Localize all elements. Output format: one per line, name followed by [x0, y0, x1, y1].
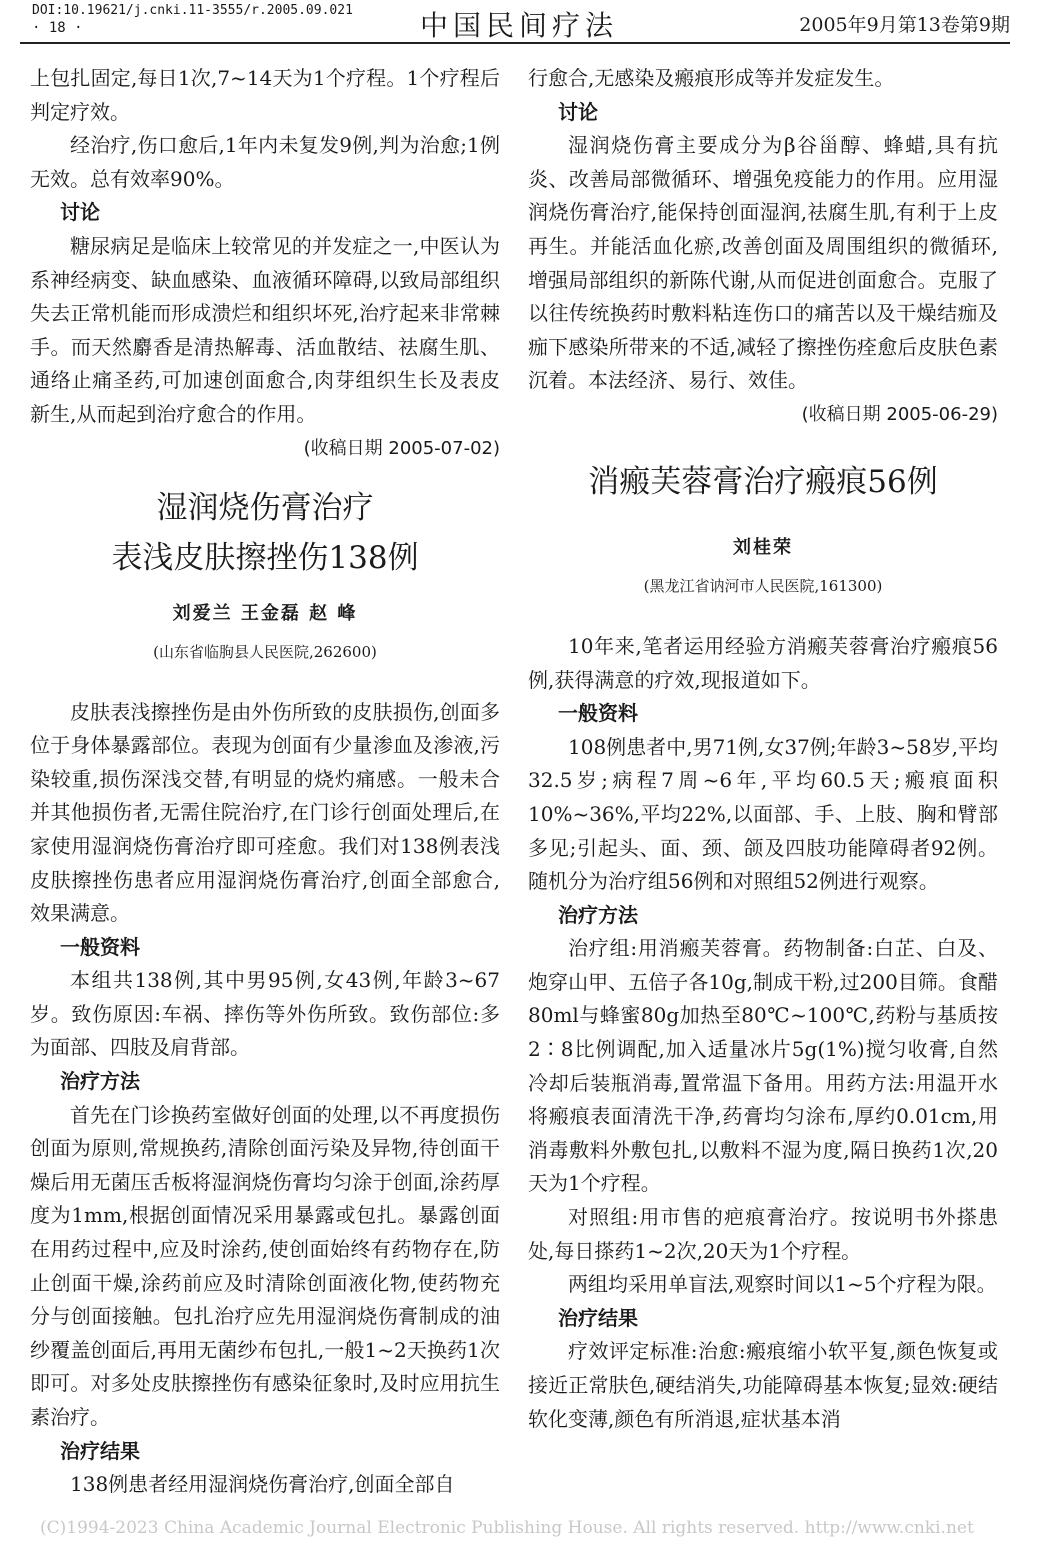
article-title-line-2: 表浅皮肤擦挫伤138例: [111, 539, 419, 576]
blind-method-text: 两组均采用单盲法,观察时间以1~5个疗程为限。: [568, 1272, 997, 1297]
page-header: [20, 0, 1010, 44]
continued-text: 上包扎固定,每日1次,7~14天为1个疗程。1个疗程后判定疗效。: [30, 66, 500, 124]
intro-text: 皮肤表浅擦挫伤是由外伤所致的皮肤损伤,创面多位于身体暴露部位。表现为创面有少量渗血及渗液,污染较重,损伤深浅交替,有明显的烧灼痛感。一般未合并其他损伤者,无需住院治疗,在门诊行创面处理后,在家使用湿润烧伤膏治疗即可痊愈。我们对138例表浅皮肤擦挫伤患者应用湿润烧伤膏治疗,创面全部愈合,效果满意。: [30, 699, 500, 926]
article-title-line-1: 湿润烧伤膏治疗: [156, 489, 374, 526]
article-authors: 刘爱兰 王金磊 赵 峰: [172, 602, 358, 624]
continued-text: 行愈合,无感染及瘢痕形成等并发症发生。: [528, 66, 895, 90]
article-title: [30, 483, 500, 583]
received-date: (收稿日期 2005-07-02): [303, 437, 500, 459]
issue-info: 2005年9月第13卷第9期: [799, 14, 1010, 36]
section-heading-treatment: 治疗方法: [558, 902, 638, 927]
control-group-text: 对照组:用市售的疤痕膏治疗。按说明书外搽患处,每日搽药1~2次,20天为1个疗程。: [528, 1205, 998, 1263]
discussion-text: 糖尿病足是临床上较常见的并发症之一,中医认为系神经病变、缺血感染、血液循环障碍,以致局部组织失去正常机能而形成溃烂和组织坏死,治疗起来非常棘手。而天然麝香是清热解毒、活血散结、祛腐生肌、通络止痛圣药,可加速创面愈合,肉芽组织生长及表皮新生,从而起到治疗愈合的作用。: [30, 233, 500, 426]
section-heading-general: 一般资料: [558, 701, 638, 726]
article-affiliation: (山东省临朐县人民医院,262600): [153, 642, 377, 661]
treatment-text: 治疗组:用消瘢芙蓉膏。药物制备:白芷、白及、炮穿山甲、五倍子各10g,制成干粉,过200目筛。食醋80ml与蜂蜜80g加热至80℃~100℃,药粉与基质按2∶8比例调配,加入适量冰片5g(1%)搅匀收膏,自然冷却后装瓶消毒,置常温下备用。用药方法:用温开水将瘢痕表面清洗干净,药膏均匀涂布,厚约0.01cm,用消毒敷料外敷包扎,以敷料不湿为度,隔日换药1次,20天为1个疗程。: [528, 936, 998, 1196]
article-authors: 刘桂荣: [733, 536, 793, 558]
result-summary: 经治疗,伤口愈后,1年内未复发9例,判为治愈;1例无效。总有效率90%。: [30, 133, 500, 191]
left-column: [30, 62, 500, 1502]
section-heading-results: 治疗结果: [558, 1305, 638, 1330]
received-date: (收稿日期 2005-06-29): [801, 403, 998, 425]
section-heading-general: 一般资料: [60, 934, 140, 959]
journal-name: 中国民间疗法: [420, 9, 619, 42]
section-heading-treatment: 治疗方法: [60, 1069, 140, 1094]
discussion-text: 湿润烧伤膏主要成分为β谷甾醇、蜂蜡,具有抗炎、改善局部微循环、增强免疫能力的作用。应用湿润烧伤膏治疗,能保持创面湿润,祛腐生肌,有利于上皮再生。并能活血化瘀,改善创面及周围组织的微循环,增强局部组织的新陈代谢,从而促进创面愈合。克服了以往传统换药时敷料粘连伤口的痛苦以及干燥结痂及痂下感染所带来的不适,减轻了擦挫伤痊愈后皮肤色素沉着。本法经济、易行、效佳。: [528, 133, 998, 393]
section-heading-results: 治疗结果: [60, 1438, 140, 1463]
general-text: 108例患者中,男71例,女37例;年龄3~58岁,平均32.5岁;病程7周~6年,平均60.5天;瘢痕面积10%~36%,平均22%,以面部、手、上肢、胸和臂部多见;引起头、面、颈、颌及四肢功能障碍者92例。随机分为治疗组56例和对照组52例进行观察。: [528, 734, 998, 894]
treatment-text: 首先在门诊换药室做好创面的处理,以不再度损伤创面为原则,常规换药,清除创面污染及异物,待创面干燥后用无菌压舌板将湿润烧伤膏均匀涂于创面,涂药厚度为1mm,根据创面情况采用暴露或包扎。暴露创面在用药过程中,应及时涂药,使创面始终有药物存在,防止创面干燥,涂药前应及时清除创面液化物,使药物充分与创面接触。包扎治疗应先用湿润烧伤膏制成的油纱覆盖创面后,再用无菌纱布包扎,一般1~2天换药1次即可。对多处皮肤擦挫伤有感染征象时,及时应用抗生素治疗。: [30, 1102, 500, 1429]
section-heading-discussion: 讨论: [60, 200, 100, 225]
copyright-watermark: (C)1994-2023 China Academic Journal Electronic Publishing House. All rights reserved. http://www.cnki.net: [40, 1518, 974, 1538]
intro-text: 10年来,笔者运用经验方消瘢芙蓉膏治疗瘢痕56例,获得满意的疗效,现报道如下。: [528, 633, 998, 692]
section-heading-discussion: 讨论: [558, 99, 598, 124]
general-text: 本组共138例,其中男95例,女43例,年龄3~67岁。致伤原因:车祸、摔伤等外伤所致。致伤部位:多为面部、四肢及肩背部。: [30, 968, 500, 1060]
right-column: [528, 62, 998, 1436]
results-text: 疗效评定标准:治愈:瘢痕缩小软平复,颜色恢复或接近正常肤色,硬结消失,功能障碍基本恢复;显效:硬结软化变薄,颜色有所消退,症状基本消: [528, 1339, 998, 1431]
article-title: 消瘢芙蓉膏治疗瘢痕56例: [588, 463, 938, 500]
article-affiliation: (黑龙江省讷河市人民医院,161300): [643, 576, 883, 595]
doi-text: DOI:10.19621/j.cnki.11-3555/r.2005.09.021: [32, 3, 353, 18]
results-text: 138例患者经用湿润烧伤膏治疗,创面全部自: [70, 1472, 455, 1497]
page-number: · 18 ·: [32, 20, 83, 36]
